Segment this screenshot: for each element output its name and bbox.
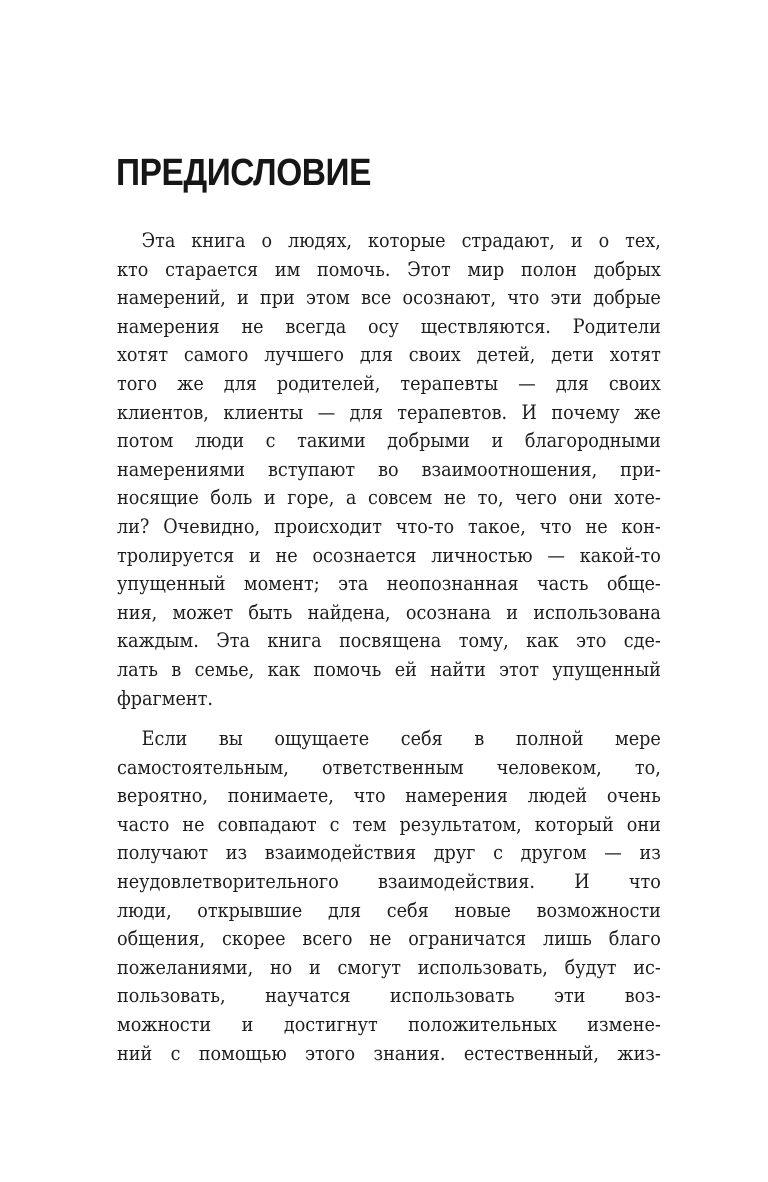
paragraph-line: люди, открывшие для себя новые возможности (117, 897, 661, 922)
paragraph-line: неудовлетворительного взаимодействия. И что (117, 868, 661, 893)
paragraph-line: клиентов, клиенты — для терапевтов. И почему же (117, 399, 661, 424)
paragraph-line: намерения не всегда осу ществляются. Родители (117, 313, 661, 338)
paragraph-line: можности и достигнут положительных измене- (117, 1011, 661, 1036)
paragraph-line: кто старается им помочь. Этот мир полон добрых (117, 256, 661, 281)
paragraph-line: того же для родителей, терапевты — для своих (117, 370, 661, 395)
paragraph-line: Если вы ощущаете себя в полной мере (141, 726, 661, 750)
paragraph-line: общения, скорее всего не ограничатся лишь благо (117, 926, 661, 951)
paragraph-line: тролируется и не осознается личностью — какой-то (117, 542, 661, 567)
paragraph-line: каждым. Эта книга посвящена тому, как это сде- (117, 628, 661, 653)
paragraph-line: потом люди с такими добрыми и благородными (117, 428, 661, 453)
paragraph-line: упущенный момент; эта неопознанная часть обще- (117, 571, 661, 596)
paragraph-line: хотят самого лучшего для своих детей, дети хотят (117, 342, 661, 367)
paragraph-line: самостоятельным, ответственным человеком, то, (117, 754, 661, 779)
paragraph-line: намерений, и при этом все осознают, что эти добрые (117, 285, 661, 310)
paragraph-line: намерениями вступают во взаимоотношения, при- (117, 456, 661, 481)
paragraph-line: часто не совпадают с тем результатом, который они (117, 811, 661, 836)
paragraph-line: пожеланиями, но и смогут использовать, будут ис- (117, 954, 661, 979)
paragraph-2 (117, 724, 661, 1067)
paragraph-line: ния, может быть найдена, осознана и использована (117, 599, 661, 624)
paragraph-line: Эта книга о людях, которые страдают, и о тех, (141, 228, 661, 252)
paragraph-line: получают из взаимодействия друг с другом — из (117, 840, 661, 865)
paragraph-1 (117, 226, 661, 712)
paragraph-line: ний с помощью этого знания. естественный, жиз- (117, 1040, 661, 1065)
paragraph-line: лать в семье, как помочь ей найти этот упущенный (117, 656, 661, 681)
paragraph-line: пользовать, научатся использовать эти воз- (117, 983, 661, 1008)
paragraph-line: вероятно, понимаете, что намерения людей очень (117, 783, 661, 808)
paragraph-line: фрагмент. (117, 685, 213, 710)
paragraph-line: носящие боль и горе, а совсем не то, чего они хоте- (117, 485, 661, 510)
paragraph-line: ли? Очевидно, происходит что-то такое, что не кон- (117, 513, 661, 538)
chapter-heading: ПРЕДИСЛОВИЕ (116, 152, 371, 194)
